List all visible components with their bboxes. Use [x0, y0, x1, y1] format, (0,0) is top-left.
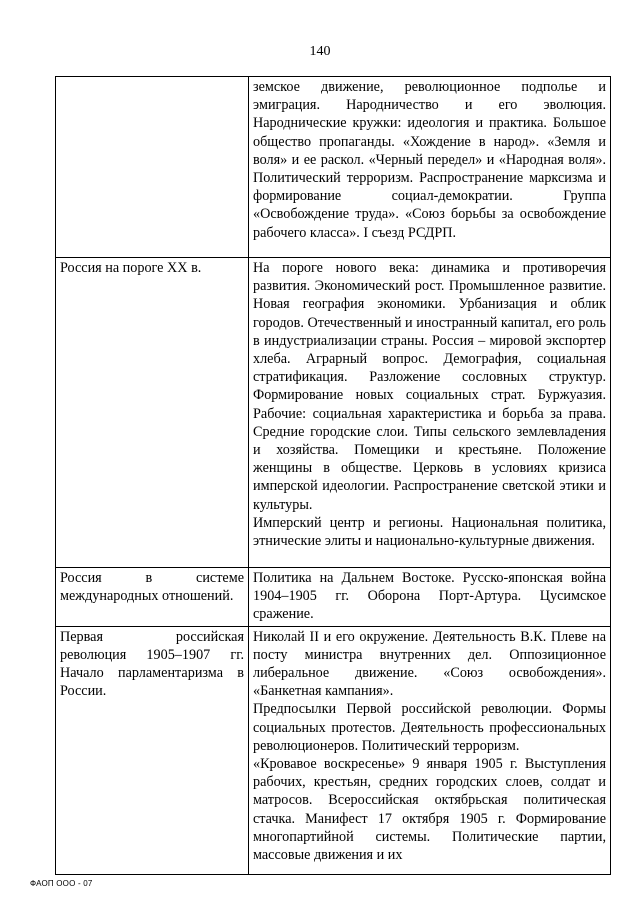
curriculum-table — [55, 76, 611, 875]
topic-cell — [56, 77, 249, 258]
topic-text: Россия в системе международных отношений. — [60, 570, 244, 605]
footer-code: ФАОП ООО - 07 — [30, 879, 93, 888]
topic-text: Россия на пороге XX в. — [60, 260, 202, 276]
content-paragraph: земское движение, революционное подполье и эмиграция. Народничество и его эволюция. Народнические кружки: идеология и практика. Большое общество пропаганды. «Хождение в народ». «Земля и воля» и ее раскол. «Черный передел» и «Народная воля». Политический терроризм. Распространение марксизма и формирование социал-демократии. Группа «Освобождение труда». «Союз борьбы за освобождение рабочего класса». I съезд РСДРП. — [253, 79, 606, 241]
content-cell — [249, 568, 611, 627]
content-paragraph: На пороге нового века: динамика и противоречия развития. Экономический рост. Промышленное развитие. Новая география экономики. Урбанизация и облик городов. Отечественный и иностранный капитал, его роль в индустриализации страны. Россия – мировой экспортер хлеба. Аграрный вопрос. Демография, социальная стратификация. Разложение сословных структур. Формирование новых социальных страт. Буржуазия. Рабочие: социальная характеристика и борьба за права. Средние городские слои. Типы сельского землевладения и хозяйства. Помещики и крестьяне. Положение женщины в обществе. Церковь в условиях кризиса имперской идеологии. Распространение светской этики и культуры. — [253, 260, 606, 513]
content-paragraph: Политика на Дальнем Востоке. Русско-японская война 1904–1905 гг. Оборона Порт-Артура. Цусимское сражение. — [253, 570, 606, 623]
table-row — [56, 626, 611, 874]
page-number: 140 — [309, 44, 331, 59]
table-row — [56, 568, 611, 627]
table-row — [56, 258, 611, 568]
topic-cell — [56, 626, 249, 874]
content-paragraph: «Кровавое воскресенье» 9 января 1905 г. Выступления рабочих, крестьян, средних городских слоев, солдат и матросов. Всероссийская октябрьская политическая стачка. Манифест 17 октября 1905 г. Формирование многопартийной системы. Политические партии, массовые движения и их — [253, 756, 606, 864]
topic-cell — [56, 258, 249, 568]
content-paragraph: Николай II и его окружение. Деятельность В.К. Плеве на посту министра внутренних дел. Оппозиционное либеральное движение. «Союз освобождения». «Банкетная кампания». — [253, 628, 606, 700]
topic-text: Первая российская революция 1905–1907 гг. Начало парламентаризма в России. — [60, 628, 244, 700]
content-cell — [249, 258, 611, 568]
content-cell — [249, 77, 611, 258]
content-cell — [249, 626, 611, 874]
table-row — [56, 77, 611, 258]
topic-cell — [56, 568, 249, 627]
content-paragraph: Предпосылки Первой российской революции. Формы социальных протестов. Деятельность профессиональных революционеров. Политический терроризм. — [253, 701, 606, 754]
content-paragraph: Имперский центр и регионы. Национальная политика, этнические элиты и национально-культурные движения. — [253, 514, 606, 550]
